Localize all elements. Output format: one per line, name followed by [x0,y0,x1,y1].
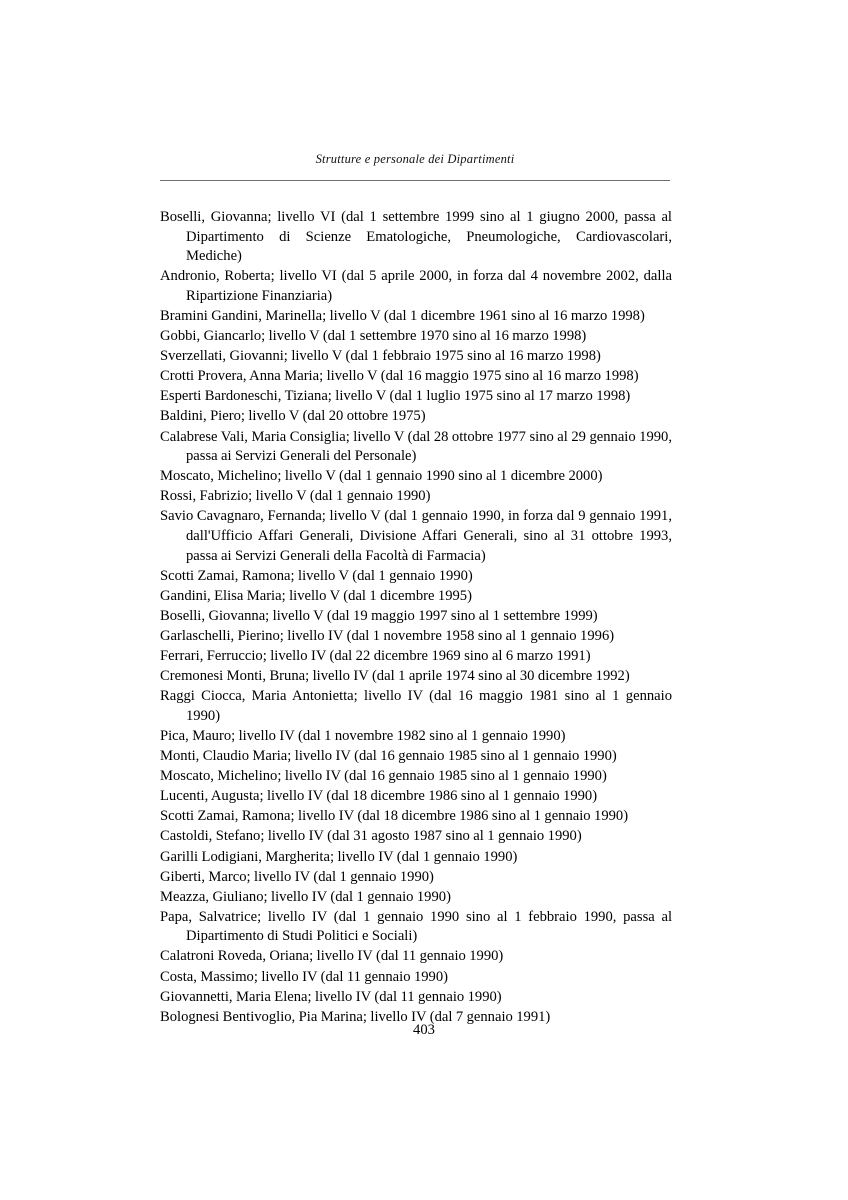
personnel-entry: Rossi, Fabrizio; livello V (dal 1 gennaio 1990) [160,488,431,505]
personnel-entry: Savio Cavagnaro, Fernanda; livello V (dal 1 gennaio 1990, in forza dal 9 gennaio 1991, dall'Ufficio Affari Generali, Divisione Affari Generali, sino al 31 ottobre 1993, passa ai Servizi Generali della Facoltà di Farmacia) [160,508,672,564]
personnel-entry: Gandini, Elisa Maria; livello V (dal 1 dicembre 1995) [160,587,472,604]
personnel-entry: Scotti Zamai, Ramona; livello IV (dal 18 dicembre 1986 sino al 1 gennaio 1990) [160,808,629,825]
personnel-entry: Gobbi, Giancarlo; livello V (dal 1 settembre 1970 sino al 16 marzo 1998) [160,328,587,345]
personnel-entry: Papa, Salvatrice; livello IV (dal 1 gennaio 1990 sino al 1 febbraio 1990, passa al Dipartimento di Studi Politici e Sociali) [160,908,672,945]
personnel-entry: Ferrari, Ferruccio; livello IV (dal 22 dicembre 1969 sino al 6 marzo 1991) [160,648,591,665]
personnel-entry: Boselli, Giovanna; livello V (dal 19 maggio 1997 sino al 1 settembre 1999) [160,607,598,624]
personnel-entry: Castoldi, Stefano; livello IV (dal 31 agosto 1987 sino al 1 gennaio 1990) [160,828,582,845]
personnel-entry: Raggi Ciocca, Maria Antonietta; livello IV (dal 16 maggio 1981 sino al 1 gennaio 1990) [160,688,672,724]
personnel-entry: Bramini Gandini, Marinella; livello V (dal 1 dicembre 1961 sino al 16 marzo 1998) [160,307,645,324]
personnel-entry-list [160,208,672,1028]
personnel-entry: Esperti Bardoneschi, Tiziana; livello V (dal 1 luglio 1975 sino al 17 marzo 1998) [160,388,631,405]
running-head: Strutture e personale dei Dipartimenti [315,152,515,166]
personnel-entry: Baldini, Piero; livello V (dal 20 ottobre 1975) [160,408,426,425]
personnel-entry: Calabrese Vali, Maria Consiglia; livello V (dal 28 ottobre 1977 sino al 29 gennaio 1990, passa ai Servizi Generali del Personale) [160,428,672,465]
personnel-entry: Cremonesi Monti, Bruna; livello IV (dal 1 aprile 1974 sino al 30 dicembre 1992) [160,668,630,685]
personnel-entry: Meazza, Giuliano; livello IV (dal 1 gennaio 1990) [160,888,451,905]
personnel-entry: Moscato, Michelino; livello IV (dal 16 gennaio 1985 sino al 1 gennaio 1990) [160,768,607,785]
personnel-entry: Scotti Zamai, Ramona; livello V (dal 1 gennaio 1990) [160,567,473,584]
personnel-entry: Bolognesi Bentivoglio, Pia Marina; livello IV (dal 7 gennaio 1991) [160,1008,551,1025]
personnel-entry: Monti, Claudio Maria; livello IV (dal 16 gennaio 1985 sino al 1 gennaio 1990) [160,748,617,765]
personnel-entry: Andronio, Roberta; livello VI (dal 5 aprile 2000, in forza dal 4 novembre 2002, dalla Ripartizione Finanziaria) [160,268,672,304]
personnel-entry: Costa, Massimo; livello IV (dal 11 gennaio 1990) [160,968,449,985]
personnel-entry: Garlaschelli, Pierino; livello IV (dal 1 novembre 1958 sino al 1 gennaio 1996) [160,627,615,644]
header-divider [160,180,670,181]
personnel-entry: Moscato, Michelino; livello V (dal 1 gennaio 1990 sino al 1 dicembre 2000) [160,468,603,485]
personnel-entry: Pica, Mauro; livello IV (dal 1 novembre 1982 sino al 1 gennaio 1990) [160,727,566,744]
personnel-entry: Crotti Provera, Anna Maria; livello V (dal 16 maggio 1975 sino al 16 marzo 1998) [160,368,639,385]
personnel-entry: Giberti, Marco; livello IV (dal 1 gennaio 1990) [160,868,434,885]
page-number: 403 [413,1022,435,1038]
personnel-entry: Boselli, Giovanna; livello VI (dal 1 settembre 1999 sino al 1 giugno 2000, passa al Dipartimento di Scienze Ematologiche, Pneumologiche, Cardiovascolari, Mediche) [160,209,672,265]
personnel-entry: Calatroni Roveda, Oriana; livello IV (dal 11 gennaio 1990) [160,948,504,965]
personnel-entry: Sverzellati, Giovanni; livello V (dal 1 febbraio 1975 sino al 16 marzo 1998) [160,348,601,365]
personnel-entry: Lucenti, Augusta; livello IV (dal 18 dicembre 1986 sino al 1 gennaio 1990) [160,788,598,805]
personnel-entry: Garilli Lodigiani, Margherita; livello IV (dal 1 gennaio 1990) [160,848,518,865]
personnel-entry: Giovannetti, Maria Elena; livello IV (dal 11 gennaio 1990) [160,988,502,1005]
